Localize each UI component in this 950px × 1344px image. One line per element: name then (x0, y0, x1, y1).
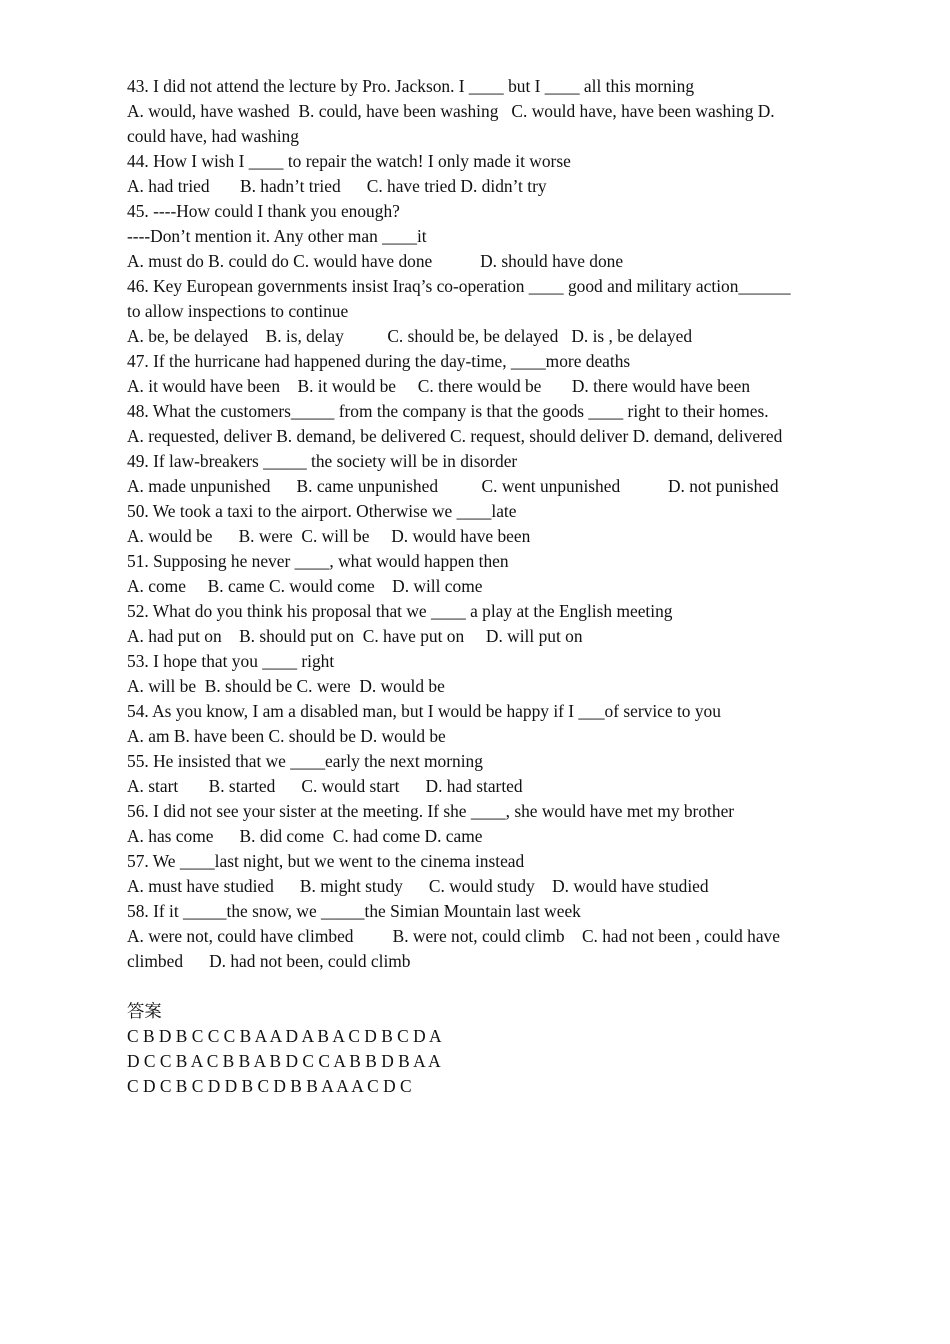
text-line: A. made unpunished B. came unpunished C. went unpunished D. not punished (127, 476, 779, 496)
text-line: 46. Key European governments insist Iraq’s co-operation ____ good and military action______ (127, 276, 791, 296)
answer-row: C D C B C D D B C D B B A A A C D C (127, 1076, 412, 1096)
text-line: A. am B. have been C. should be D. would be (127, 726, 446, 746)
text-line: A. come B. came C. would come D. will come (127, 576, 483, 596)
text-line: A. will be B. should be C. were D. would be (127, 676, 445, 696)
text-line: A. must have studied B. might study C. would study D. would have studied (127, 876, 709, 896)
text-line: 57. We ____last night, but we went to the cinema instead (127, 851, 525, 871)
text-line: 44. How I wish I ____ to repair the watch! I only made it worse (127, 151, 571, 171)
text-line: ----Don’t mention it. Any other man ____it (127, 226, 427, 246)
text-line: climbed D. had not been, could climb (127, 951, 411, 971)
text-line: to allow inspections to continue (127, 301, 349, 321)
text-line: A. has come B. did come C. had come D. came (127, 826, 483, 846)
text-line: 56. I did not see your sister at the meeting. If she ____, she would have met my brother (127, 801, 735, 821)
question-list (127, 74, 867, 974)
text-line: 47. If the hurricane had happened during the day-time, ____more deaths (127, 351, 631, 371)
text-line: 53. I hope that you ____ right (127, 651, 335, 671)
text-line: A. would, have washed B. could, have been washing C. would have, have been washing D. (127, 101, 775, 121)
text-line: 51. Supposing he never ____, what would happen then (127, 551, 509, 571)
text-line: A. had tried B. hadn’t tried C. have tried D. didn’t try (127, 176, 547, 196)
answer-heading: 答案 (127, 1001, 162, 1021)
answer-key (127, 1024, 867, 1099)
text-line: 55. He insisted that we ____early the next morning (127, 751, 483, 771)
text-line: 52. What do you think his proposal that we ____ a play at the English meeting (127, 601, 673, 621)
text-line: 49. If law-breakers _____ the society will be in disorder (127, 451, 518, 471)
answer-row: C B D B C C C B A A D A B A C D B C D A (127, 1026, 442, 1046)
text-line: A. it would have been B. it would be C. there would be D. there would have been (127, 376, 751, 396)
section-gap (127, 974, 867, 999)
text-line: A. start B. started C. would start D. had started (127, 776, 523, 796)
text-line: A. had put on B. should put on C. have put on D. will put on (127, 626, 583, 646)
answer-row: D C C B A C B B A B D C C A B B D B A A (127, 1051, 441, 1071)
document-page (127, 74, 867, 1099)
text-line: A. be, be delayed B. is, delay C. should be, be delayed D. is , be delayed (127, 326, 693, 346)
text-line: A. were not, could have climbed B. were not, could climb C. had not been , could have (127, 926, 780, 946)
text-line: A. requested, deliver B. demand, be delivered C. request, should deliver D. demand, delivered (127, 426, 783, 446)
text-line: 50. We took a taxi to the airport. Otherwise we ____late (127, 501, 517, 521)
text-line: could have, had washing (127, 126, 299, 146)
text-line: 43. I did not attend the lecture by Pro. Jackson. I ____ but I ____ all this morning (127, 76, 695, 96)
text-line: A. would be B. were C. will be D. would have been (127, 526, 531, 546)
text-line: 45. ----How could I thank you enough? (127, 201, 400, 221)
text-line: 58. If it _____the snow, we _____the Simian Mountain last week (127, 901, 581, 921)
text-line: 48. What the customers_____ from the company is that the goods ____ right to their homes. (127, 401, 769, 421)
text-line: 54. As you know, I am a disabled man, but I would be happy if I ___of service to you (127, 701, 721, 721)
text-line: A. must do B. could do C. would have done D. should have done (127, 251, 624, 271)
